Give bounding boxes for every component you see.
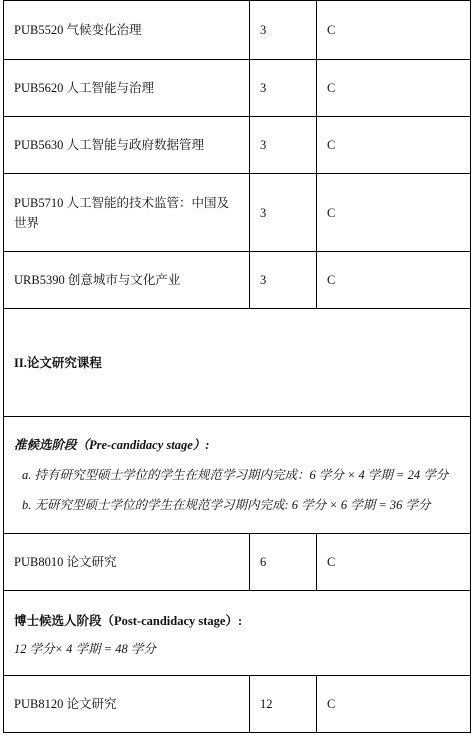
course-credits: 3 — [250, 1, 317, 60]
pre-candidacy-item-a: a. 持有研究型硕士学位的学生在规范学习期内完成：6 学分 × 4 学期 = 24 学分 — [22, 468, 449, 482]
course-type: C — [317, 174, 471, 252]
course-type: C — [317, 1, 471, 60]
course-name: PUB5520 气候变化治理 — [4, 1, 250, 60]
course-name: PUB8010 论文研究 — [4, 534, 250, 591]
course-name: PUB5630 人工智能与政府数据管理 — [4, 117, 250, 174]
table-row — [4, 117, 471, 174]
table-row — [4, 252, 471, 309]
table-row — [4, 60, 471, 117]
course-name: PUB8120 论文研究 — [4, 676, 250, 733]
course-credits: 3 — [250, 60, 317, 117]
course-credits: 3 — [250, 117, 317, 174]
pre-candidacy-heading: 准候选阶段（Pre-candidacy stage）: — [14, 438, 210, 452]
course-name: PUB5710 人工智能的技术监管：中国及世界 — [4, 174, 250, 252]
course-type: C — [317, 252, 471, 309]
course-name: URB5390 创意城市与文化产业 — [4, 252, 250, 309]
course-table — [3, 0, 471, 733]
section-title: II.论文研究课程 — [4, 309, 471, 417]
course-type: C — [317, 117, 471, 174]
course-type: C — [317, 60, 471, 117]
course-type: C — [317, 534, 471, 591]
table-row — [4, 534, 471, 591]
section-row — [4, 309, 471, 417]
pre-candidacy-cell — [4, 417, 471, 534]
pre-candidacy-item-b: b. 无研究型硕士学位的学生在规范学习期内完成: 6 学分 × 6 学期 = 36 学分 — [22, 498, 431, 512]
course-type: C — [317, 676, 471, 733]
table-row — [4, 1, 471, 60]
table-row — [4, 676, 471, 733]
course-name: PUB5620 人工智能与治理 — [4, 60, 250, 117]
pre-candidacy-row — [4, 417, 471, 534]
course-credits: 3 — [250, 252, 317, 309]
course-credits: 6 — [250, 534, 317, 591]
course-credits: 3 — [250, 174, 317, 252]
post-candidacy-cell — [4, 591, 471, 676]
table-row — [4, 174, 471, 252]
course-credits: 12 — [250, 676, 317, 733]
post-candidacy-heading: 博士候选人阶段（Post-candidacy stage）: — [14, 614, 243, 628]
post-candidacy-note: 12 学分× 4 学期 = 48 学分 — [14, 642, 156, 656]
post-candidacy-row — [4, 591, 471, 676]
